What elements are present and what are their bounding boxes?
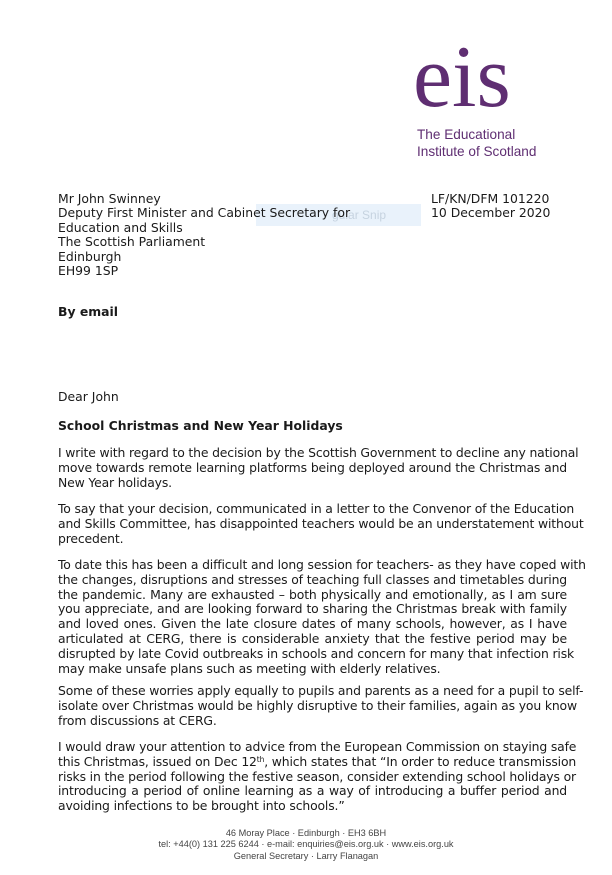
paragraph-line: To date this has been a difficult and long session for teachers- as they have coped with: [58, 557, 586, 572]
organisation-name-line2: Institute of Scotland: [417, 144, 537, 159]
paragraph-line: isolate over Christmas would be highly disruptive to their families, again as you know: [58, 697, 577, 713]
paragraph-line: and Skills Committee, has disappointed teachers would be an understatement without: [58, 515, 584, 531]
paragraph-line: [58, 753, 577, 770]
paragraph-line: you appreciate, and are looking forward to sharing the Christmas break with family: [58, 601, 567, 617]
body-paragraph-4: [58, 683, 584, 728]
organisation-name: [417, 126, 567, 160]
paragraph-line: precedent.: [58, 530, 124, 546]
recipient-line: Mr John Swinney: [58, 191, 161, 206]
footer-secretary: General Secretary · Larry Flanagan: [233, 850, 379, 861]
paragraph-line: I would draw your attention to advice from the European Commission on staying safe: [58, 739, 577, 754]
body-paragraph-1: [58, 445, 579, 490]
eis-wordmark-text: eis: [413, 34, 511, 119]
paragraph-line: may make unsafe plans such as meeting with elderly relatives.: [58, 660, 441, 676]
eis-wordmark-icon: [413, 34, 543, 119]
letterhead-footer: [0, 828, 612, 862]
paragraph-text: , which states that “In order to reduce transmission: [264, 753, 577, 769]
letter-subject: School Christmas and New Year Holidays: [58, 418, 343, 433]
paragraph-line: move towards remote learning platforms being deployed around the Christmas and: [58, 459, 567, 475]
recipient-line: The Scottish Parliament: [58, 234, 206, 250]
organisation-name-line1: The Educational: [417, 127, 516, 142]
recipient-line: Education and Skills: [58, 219, 183, 235]
reference-code: LF/KN/DFM 101220: [431, 191, 550, 206]
paragraph-line: To say that your decision, communicated in a letter to the Convenor of the Education: [58, 501, 575, 516]
paragraph-text: this Christmas, issued on Dec 12: [58, 753, 257, 769]
body-paragraph-2: [58, 501, 584, 546]
paragraph-line: the pandemic. Many are exhausted – both physically and emotionally, as I am sure: [58, 586, 567, 602]
recipient-address: [58, 192, 350, 278]
footer-address: 46 Moray Place · Edinburgh · EH3 6BH: [225, 828, 387, 838]
footer-contact: tel: +44(0) 131 225 6244 · e-mail: enquiries@eis.org.uk · www.eis.org.uk: [158, 839, 454, 850]
paragraph-line: avoiding infections to be brought into schools.”: [58, 798, 345, 814]
salutation: Dear John: [58, 389, 119, 404]
recipient-line: Deputy First Minister and Cabinet Secretary for: [58, 205, 351, 221]
paragraph-line: New Year holidays.: [58, 474, 172, 490]
recipient-line: EH99 1SP: [58, 263, 119, 279]
paragraph-line: risks in the period following the festive season, consider extending school holidays or: [58, 768, 576, 784]
paragraph-line: disrupted by late Covid outbreaks in schools and concern for many that infection risk: [58, 645, 575, 661]
delivery-method: By email: [58, 304, 119, 319]
body-paragraph-5: [58, 739, 577, 814]
paragraph-line: and loved ones. Given the late closure dates of many schools, however, as I have: [58, 616, 567, 632]
paragraph-line: I write with regard to the decision by the Scottish Government to decline any national: [58, 445, 579, 460]
letter-date: 10 December 2020: [431, 205, 551, 221]
paragraph-line: introducing a period of online learning as a way of introducing a buffer period and: [58, 783, 567, 799]
paragraph-line: articulated at CERG, there is considerable anxiety that the festive period may be: [58, 630, 567, 646]
recipient-line: Edinburgh: [58, 248, 122, 264]
snip-overlay-text: gular Snip: [332, 208, 387, 222]
ordinal-suffix: th: [256, 754, 265, 764]
paragraph-line: from discussions at CERG.: [58, 712, 217, 728]
reference-block: [431, 192, 550, 221]
paragraph-line: the changes, disruptions and stresses of teaching full classes and timetables during: [58, 571, 567, 587]
paragraph-line: Some of these worries apply equally to pupils and parents as a need for a pupil to self-: [58, 683, 584, 698]
body-paragraph-3: [58, 557, 586, 676]
